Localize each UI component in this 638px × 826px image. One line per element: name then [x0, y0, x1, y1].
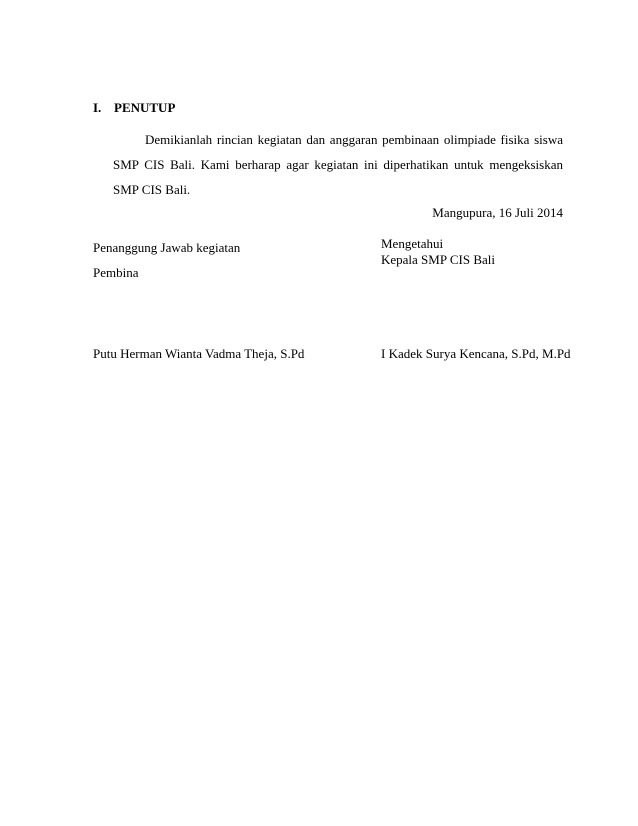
section-title: PENUTUP	[114, 100, 176, 115]
closing-paragraph: Demikianlah rincian kegiatan dan anggaran pembinaan olimpiade fisika siswa SMP CIS Bali. Kami berharap agar kegiatan ini diperhatikan untuk mengeksiskan SMP CIS Bali.	[113, 132, 563, 197]
left-signatory-name: Putu Herman Wianta Vadma Theja, S.Pd	[93, 346, 305, 361]
left-signatory-position: Pembina	[93, 265, 139, 280]
left-signatory-role: Penanggung Jawab kegiatan	[93, 240, 241, 255]
right-signatory-position: Kepala SMP CIS Bali	[381, 252, 495, 267]
section-number: I.	[93, 100, 102, 115]
right-signatory-acknowledgement: Mengetahui	[381, 236, 444, 251]
place-date: Mangupura, 16 Juli 2014	[432, 205, 563, 220]
right-signatory-name: I Kadek Surya Kencana, S.Pd, M.Pd	[381, 346, 571, 361]
section-heading	[93, 100, 175, 116]
